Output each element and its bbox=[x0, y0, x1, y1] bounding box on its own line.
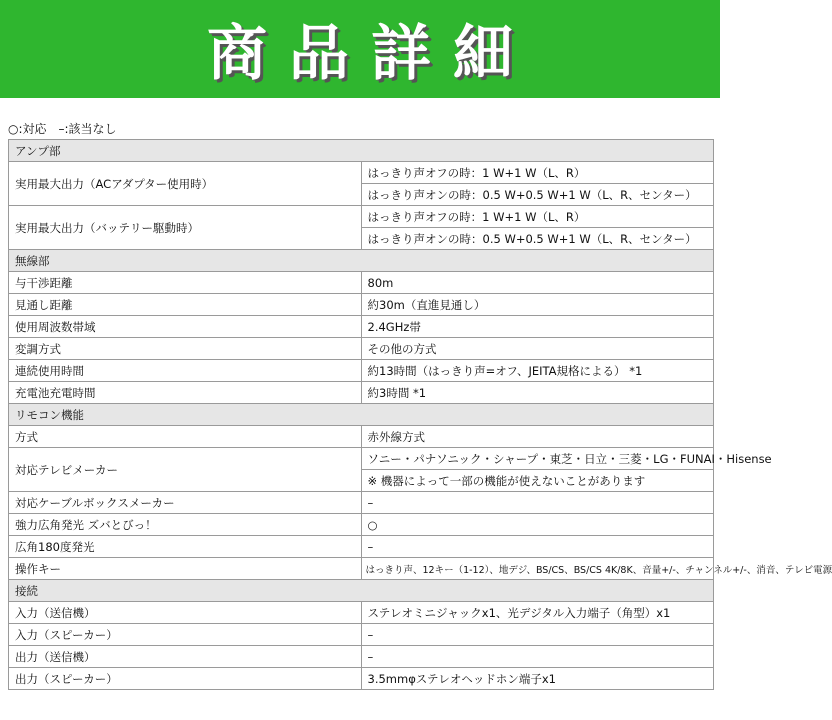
spec-value: はっきり声、12キー（1-12）、地デジ、BS/CS、BS/CS 4K/8K、音量+/-、チャンネル+/-、消音、テレビ電源 bbox=[361, 558, 714, 580]
spec-value: 約13時間（はっきり声=オフ、JEITA規格による） *1 bbox=[361, 360, 714, 382]
spec-note: ※ 機器によって一部の機能が使えないことがあります bbox=[361, 470, 714, 492]
table-row bbox=[9, 646, 714, 668]
spec-value: – bbox=[361, 492, 714, 514]
spec-label: 与干渉距離 bbox=[9, 272, 362, 294]
spec-value: 80m bbox=[361, 272, 714, 294]
section-title: リモコン機能 bbox=[9, 404, 714, 426]
spec-label: 入力（スピーカー） bbox=[9, 624, 362, 646]
section-title: 接続 bbox=[9, 580, 714, 602]
legend-text: ○:対応 –:該当なし bbox=[8, 122, 117, 136]
spec-label: 使用周波数帯域 bbox=[9, 316, 362, 338]
spec-table bbox=[8, 139, 832, 690]
spec-label: 方式 bbox=[9, 426, 362, 448]
spec-label: 広角180度発光 bbox=[9, 536, 362, 558]
table-row bbox=[9, 492, 714, 514]
spec-value: 赤外線方式 bbox=[361, 426, 714, 448]
spec-value: ソニー・パナソニック・シャープ・東芝・日立・三菱・LG・FUNAI・Hisense bbox=[361, 448, 714, 470]
table-row bbox=[9, 206, 714, 228]
spec-value: その他の方式 bbox=[361, 338, 714, 360]
section-title: 無線部 bbox=[9, 250, 714, 272]
spec-value: はっきり声オンの時：0.5 W+0.5 W+1 W（L、R、センター） bbox=[361, 184, 714, 206]
spec-label: 強力広角発光 ズバとびっ！ bbox=[9, 514, 362, 536]
section-row-amp bbox=[9, 140, 714, 162]
spec-value: – bbox=[361, 536, 714, 558]
section-title: アンプ部 bbox=[9, 140, 714, 162]
spec-label: 対応テレビメーカー bbox=[9, 448, 362, 492]
table-row bbox=[9, 382, 714, 404]
table-row bbox=[9, 668, 714, 690]
table-row bbox=[9, 426, 714, 448]
spec-label: 操作キー bbox=[9, 558, 362, 580]
spec-label: 入力（送信機） bbox=[9, 602, 362, 624]
table-row bbox=[9, 316, 714, 338]
table-row bbox=[9, 602, 714, 624]
spec-value: ステレオミニジャックx1、光デジタル入力端子（角型）x1 bbox=[361, 602, 714, 624]
table-row bbox=[9, 360, 714, 382]
table-row bbox=[9, 338, 714, 360]
spec-value: はっきり声オンの時：0.5 W+0.5 W+1 W（L、R、センター） bbox=[361, 228, 714, 250]
spec-value: 約30m（直進見通し） bbox=[361, 294, 714, 316]
spec-label: 対応ケーブルボックスメーカー bbox=[9, 492, 362, 514]
spec-label: 変調方式 bbox=[9, 338, 362, 360]
table-row bbox=[9, 624, 714, 646]
spec-label: 実用最大出力（バッテリー駆動時） bbox=[9, 206, 362, 250]
spec-value: – bbox=[361, 624, 714, 646]
spec-value: 約3時間 *1 bbox=[361, 382, 714, 404]
section-row-remote bbox=[9, 404, 714, 426]
spec-label: 実用最大出力（ACアダプター使用時） bbox=[9, 162, 362, 206]
table-row bbox=[9, 272, 714, 294]
spec-value: 3.5mmφステレオヘッドホン端子x1 bbox=[361, 668, 714, 690]
page-title: 商品詳細 bbox=[207, 19, 535, 89]
section-row-wireless bbox=[9, 250, 714, 272]
table-row bbox=[9, 162, 714, 184]
spec-label: 連続使用時間 bbox=[9, 360, 362, 382]
table-row bbox=[9, 294, 714, 316]
table-row bbox=[9, 558, 714, 580]
spec-label: 見通し距離 bbox=[9, 294, 362, 316]
spec-label: 充電池充電時間 bbox=[9, 382, 362, 404]
spec-value: はっきり声オフの時：1 W+1 W（L、R） bbox=[361, 162, 714, 184]
section-row-connection bbox=[9, 580, 714, 602]
title-banner bbox=[0, 0, 720, 98]
spec-label: 出力（送信機） bbox=[9, 646, 362, 668]
spec-value: – bbox=[361, 646, 714, 668]
table-row bbox=[9, 536, 714, 558]
spec-value: 2.4GHz帯 bbox=[361, 316, 714, 338]
table-row bbox=[9, 448, 714, 470]
spec-label: 出力（スピーカー） bbox=[9, 668, 362, 690]
spec-value: はっきり声オフの時：1 W+1 W（L、R） bbox=[361, 206, 714, 228]
spec-value: ○ bbox=[361, 514, 714, 536]
table-row bbox=[9, 514, 714, 536]
